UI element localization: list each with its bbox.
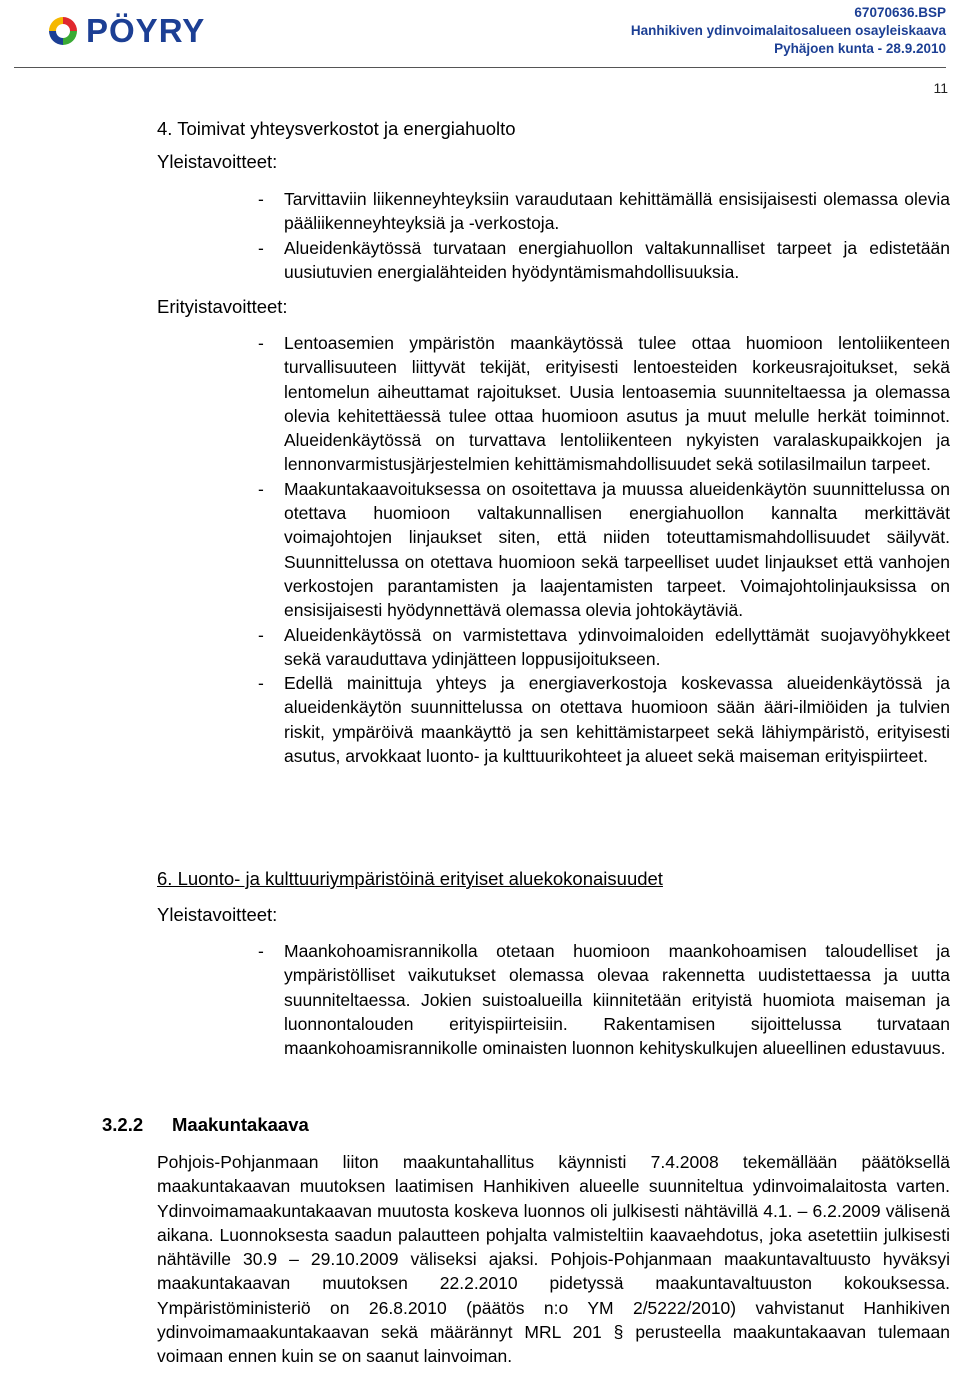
section-4-general-label: Yleistavoitteet: — [157, 151, 278, 172]
section-number: 3.2.2 — [102, 1114, 144, 1135]
list-item: - Edellä mainittuja yhteys ja energiaverkostoja koskevassa alueidenkäytössä ja alueidenkäytön suunnittelussa on otettava huomioon sään ääri-ilmiöiden ja tulvien riskit, ympäröivä maankäyttö ja sen kehittämistarpeet sekä lähiympäristö, erityisesti asutus, arvokkaat luonto- ja kulttuurikohteet ja alueet sekä maiseman erityispiirteet. — [258, 671, 950, 768]
section-6-general-label: Yleistavoitteet: — [157, 904, 278, 925]
list-item: - Alueidenkäytössä turvataan energiahuollon valtakunnalliset tarpeet ja edistetään uusiutuvien energialähteiden hyödyntämismahdollisuuksia. — [258, 236, 950, 285]
section-6-title: 6. Luonto- ja kulttuuriympäristöinä erityiset aluekokonaisuudet — [157, 868, 663, 889]
dash-bullet: - — [258, 478, 264, 499]
document-code: 67070636.BSP — [854, 5, 946, 20]
section-4-general-list — [258, 187, 950, 284]
section-6-general-list — [258, 939, 950, 1060]
dash-bullet: - — [258, 237, 264, 258]
section-4-specific-list — [258, 331, 950, 768]
list-item: - Maakuntakaavoituksessa on osoitettava ja muussa alueidenkäytön suunnittelussa on otettava huomioon valtakunnallisen energiahuollon kannalta merkittävät voimajohtojen linjaukset siten, että niiden toteuttamismahdollisuudet säilyvät. Suunnittelussa on otettava huomioon sekä tarpeelliset uudet linjaukset että vanhojen verkostojen parantamisten ja laajentamisten tarpeet. Voimajohtolinjauksissa on ensisijaisesti hyödynnettävä olemassa olevia johtokäytäviä. — [258, 477, 950, 623]
poyry-logo-icon — [46, 14, 80, 48]
dash-bullet: - — [258, 189, 264, 209]
section-title: Maakuntakaava — [172, 1114, 309, 1135]
list-item: - Tarvittaviin liikenneyhteyksiin varaudutaan kehittämällä ensisijaisesti olemassa olevia pääliikenneyhteyksiä ja -verkostoja. — [258, 187, 950, 236]
header-divider — [14, 67, 946, 68]
section-3-2-2-heading — [102, 1113, 309, 1137]
dash-bullet: - — [258, 333, 264, 353]
document-location-date: Pyhäjoen kunta - 28.9.2010 — [774, 41, 946, 56]
section-4-specific-label: Erityistavoitteet: — [157, 296, 288, 317]
company-logo — [46, 12, 205, 50]
list-item: - Maankohoamisrannikolla otetaan huomioon maankohoamisen taloudelliset ja ympäristölliset vaikutukset olemassa olevaa rakennetta uudistettaessa ja uutta suunniteltaessa. Jokien suistoalueilla kiinnitetään erityistä huomiota maiseman ja luonnontalouden erityispiirteisiin. Rakentamisen sijoittelussa turvataan maankohoamisrannikolle ominaisten luonnon kehityskulkujen alueellinen edustavuus. — [258, 939, 950, 1060]
document-title: Hanhikiven ydinvoimalaitosalueen osayleiskaava — [630, 23, 946, 38]
dash-bullet: - — [258, 941, 264, 961]
list-item: - Alueidenkäytössä on varmistettava ydinvoimaloiden edellyttämät suojavyöhykkeet sekä varauduttava ydinjätteen loppusijoitukseen. — [258, 623, 950, 672]
dash-bullet: - — [258, 673, 264, 694]
logo-text: PÖYRY — [86, 12, 206, 49]
page-number: 11 — [933, 80, 948, 96]
list-item: - Lentoasemien ympäristön maankäytössä tulee ottaa huomioon lentoliikenteen turvallisuuteen liittyvät tekijät, erityisesti lentoesteiden korkeusrajoitukset, sekä lentomelun aiheuttamat rajoitukset. Uusia lentoasemia suunniteltaessa ja olemassa olevia kehitettäessä tulee ottaa huomioon asutus ja muut melulle herkät toiminnot. Alueidenkäytössä on turvattava lentoliikenteen nykyisten varalaskupaikkojen ja lennonvarmistusjärjestelmien kehittämismahdollisuudet sekä sotilasilmailun tarpeet. — [258, 331, 950, 477]
dash-bullet: - — [258, 624, 264, 645]
section-3-2-2-paragraph: Pohjois-Pohjanmaan liiton maakuntahallitus käynnisti 7.4.2008 tekemällään päätöksellä maakuntakaavan muutoksen laatimisen Hanhikiven alueelle suunniteltua ydinvoimalaitosta varten. Ydinvoimamaakuntakaavan muutosta koskeva luonnos oli julkisesti nähtävillä 4.1. – 6.2.2009 välisenä aikana. Luonnoksesta saadun palautteen pohjalta valmisteltiin kaavaehdotus, joka asetettiin julkisesti nähtäville 30.9 – 29.10.2009 väliseksi ajaksi. Pohjois-Pohjanmaan maakuntavaltuusto hyväksyi maakuntakaavan muutoksen 22.2.2010 pidetyssä maakuntavaltuuston kokouksessa. Ympäristöministeriö on 26.8.2010 (päätös n:o YM 2/5222/2010) vahvistanut Hanhikiven ydinvoimamaakuntakaavan sekä määrännyt MRL 201 § perusteella maakuntakaavan tulemaan voimaan ennen kuin se on saanut lainvoiman. — [157, 1152, 950, 1367]
section-4-title: 4. Toimivat yhteysverkostot ja energiahuolto — [157, 118, 516, 139]
